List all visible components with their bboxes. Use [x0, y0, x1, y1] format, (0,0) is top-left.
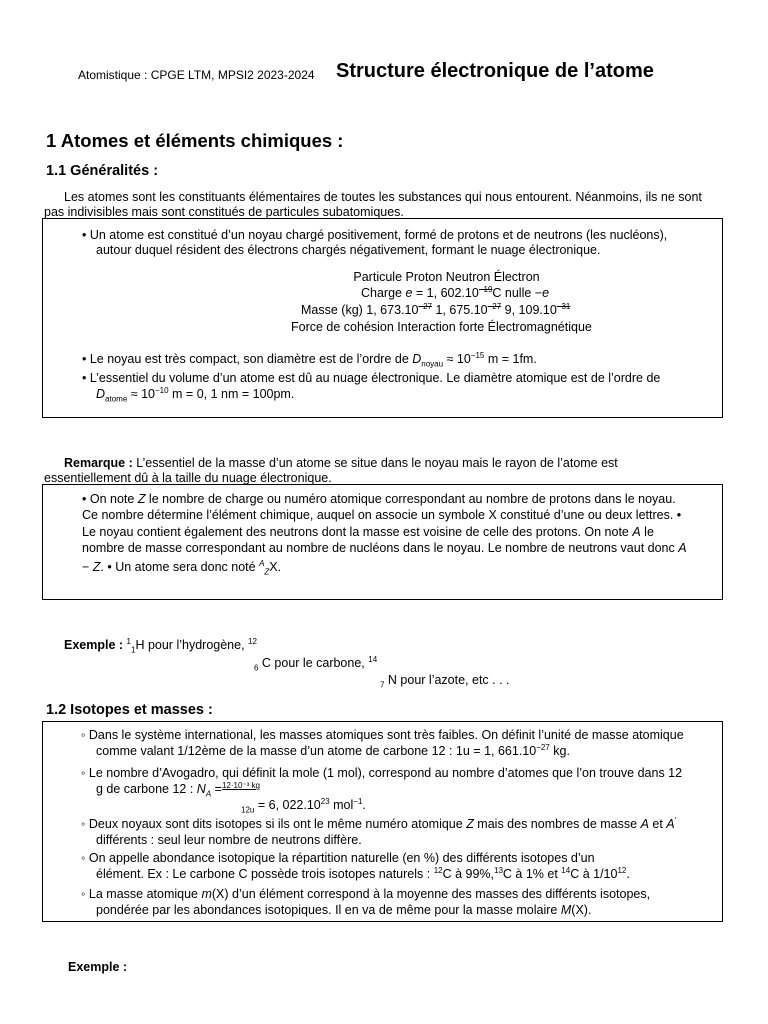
intro-line-2: pas indivisibles mais sont constitués de particules subatomiques.: [44, 205, 404, 219]
remark-line-2: essentiellement dû à la taille du nuage électronique.: [44, 471, 332, 485]
abundance-line-2: élément. Ex : Le carbone C possède trois isotopes naturels : $^{12}$C à 99%,$^{13}$C à 1% et $^{14}$C à $1/10^{12}$.: [96, 865, 630, 881]
example-nitrogen: $_7$ N pour l’azote, etc . . .: [380, 673, 510, 690]
avogadro-line-1: ◦ Le nombre d’Avogadro, qui définit la mole (1 mol), correspond au nombre d’atomes que l’on trouve dans 12: [81, 766, 683, 780]
example-carbon: $_6$ C pour le carbone, $^{14}$: [254, 654, 378, 673]
subsection-heading-1-1: 1.1 Généralités :: [46, 163, 159, 179]
subsection-heading-1-2: 1.2 Isotopes et masses :: [46, 702, 213, 718]
remark-line-1: Remarque : L’essentiel de la masse d’un atome se situe dans le noyau mais le rayon de l’atome est: [64, 456, 618, 470]
particle-mass-row: Masse (kg) 1, $673.10^{-27}$ 1, $675.10^{-27}$ 9, $109.10^{-31}$: [301, 301, 571, 317]
avogadro-line-3: $_{12u}$ = 6, 022.10$^{23}$ mol$^{-1}$.: [241, 796, 366, 815]
amu-line-2: comme valant 1/12ème de la masse d’un atome de carbone 12 : 1u = 1, $661.10^{-27}$ kg.: [96, 742, 570, 758]
atomic-number-box: [42, 484, 723, 600]
atomic-mass-line-1: ◦ La masse atomique m(X) d’un élément correspond à la moyenne des masses des différents isotopes,: [81, 887, 651, 901]
atomic-number-line-1: • On note Z le nombre de charge ou numéro atomique correspondant au nombre de protons dans le noyau.: [82, 492, 676, 506]
atom-structure-box: [42, 218, 723, 418]
particle-force-row: Force de cohésion Interaction forte Électromagnétique: [291, 320, 592, 334]
section-heading-1: 1 Atomes et éléments chimiques :: [46, 130, 344, 151]
intro-line-1: Les atomes sont les constituants élémentaires de toutes les substances qui nous entourent. Néanmoins, ils ne sont: [64, 190, 702, 204]
avogadro-line-2: g de carbone 12 : $N_A =^{12\cdot 10^{-3} kg}$: [96, 780, 260, 799]
example-hydrogen: Exemple : $^1_1$H pour l’hydrogène, $^{12}$: [64, 636, 257, 655]
atomic-number-line-3: Le noyau contient également des neutrons dont la masse est voisine de celle des protons. On note A le: [82, 525, 654, 539]
atom-bullet-line-2: autour duquel résident des électrons chargés négativement, formant le nuage électronique.: [96, 243, 601, 257]
amu-line-1: ◦ Dans le système international, les masses atomiques sont très faibles. On définit l’unité de masse atomique: [81, 728, 684, 742]
nucleus-size-bullet: • Le noyau est très compact, son diamètre est de l’ordre de $D_{noyau} \approx 10^{-15}$ m = 1fm.: [82, 350, 537, 369]
atomic-number-line-2: Ce nombre détermine l’élément chimique, auquel on associe un symbole X constitué d’une ou deux lettres. •: [82, 508, 682, 522]
atom-volume-bullet-line-2: $D_{atome} \approx 10^{-10}$ m = 0, 1 nm = 100pm.: [96, 385, 295, 404]
atom-bullet-line-1: • Un atome est constitué d’un noyau chargé positivement, formé de protons et de neutrons (les nucléons),: [82, 228, 668, 242]
particle-table-header: Particule Proton Neutron Électron: [353, 270, 540, 284]
atom-volume-bullet-line-1: • L’essentiel du volume d’un atome est dû au nuage électronique. Le diamètre atomique est de l’ordre de: [82, 371, 661, 385]
document-title: Structure électronique de l’atome: [336, 60, 654, 82]
particle-charge-row: Charge e = 1, $602.10^{-19}C$ nulle −e: [361, 284, 550, 300]
course-header: Atomistique : CPGE LTM, MPSI2 2023-2024: [78, 68, 315, 82]
atomic-number-line-4: nombre de masse correspondant au nombre de nucléons dans le noyau. Le nombre de neutrons vaut donc A: [82, 541, 687, 555]
isotope-def-line-2: différents : seul leur nombre de neutrons diffère.: [96, 833, 362, 847]
isotope-def-line-1: ◦ Deux noyaux sont dits isotopes si ils ont le même numéro atomique Z mais des nombres de masse A et A′: [81, 815, 677, 831]
example-label: Exemple :: [68, 960, 128, 974]
isotopes-box: [42, 721, 723, 922]
atomic-number-line-5: − Z. • Un atome sera donc noté $^A_Z$X.: [82, 558, 282, 577]
abundance-line-1: ◦ On appelle abondance isotopique la répartition naturelle (en %) des différents isotopes d’un: [81, 851, 595, 865]
atomic-mass-line-2: pondérée par les abondances isotopiques. Il en va de même pour la masse molaire M(X).: [96, 903, 592, 917]
